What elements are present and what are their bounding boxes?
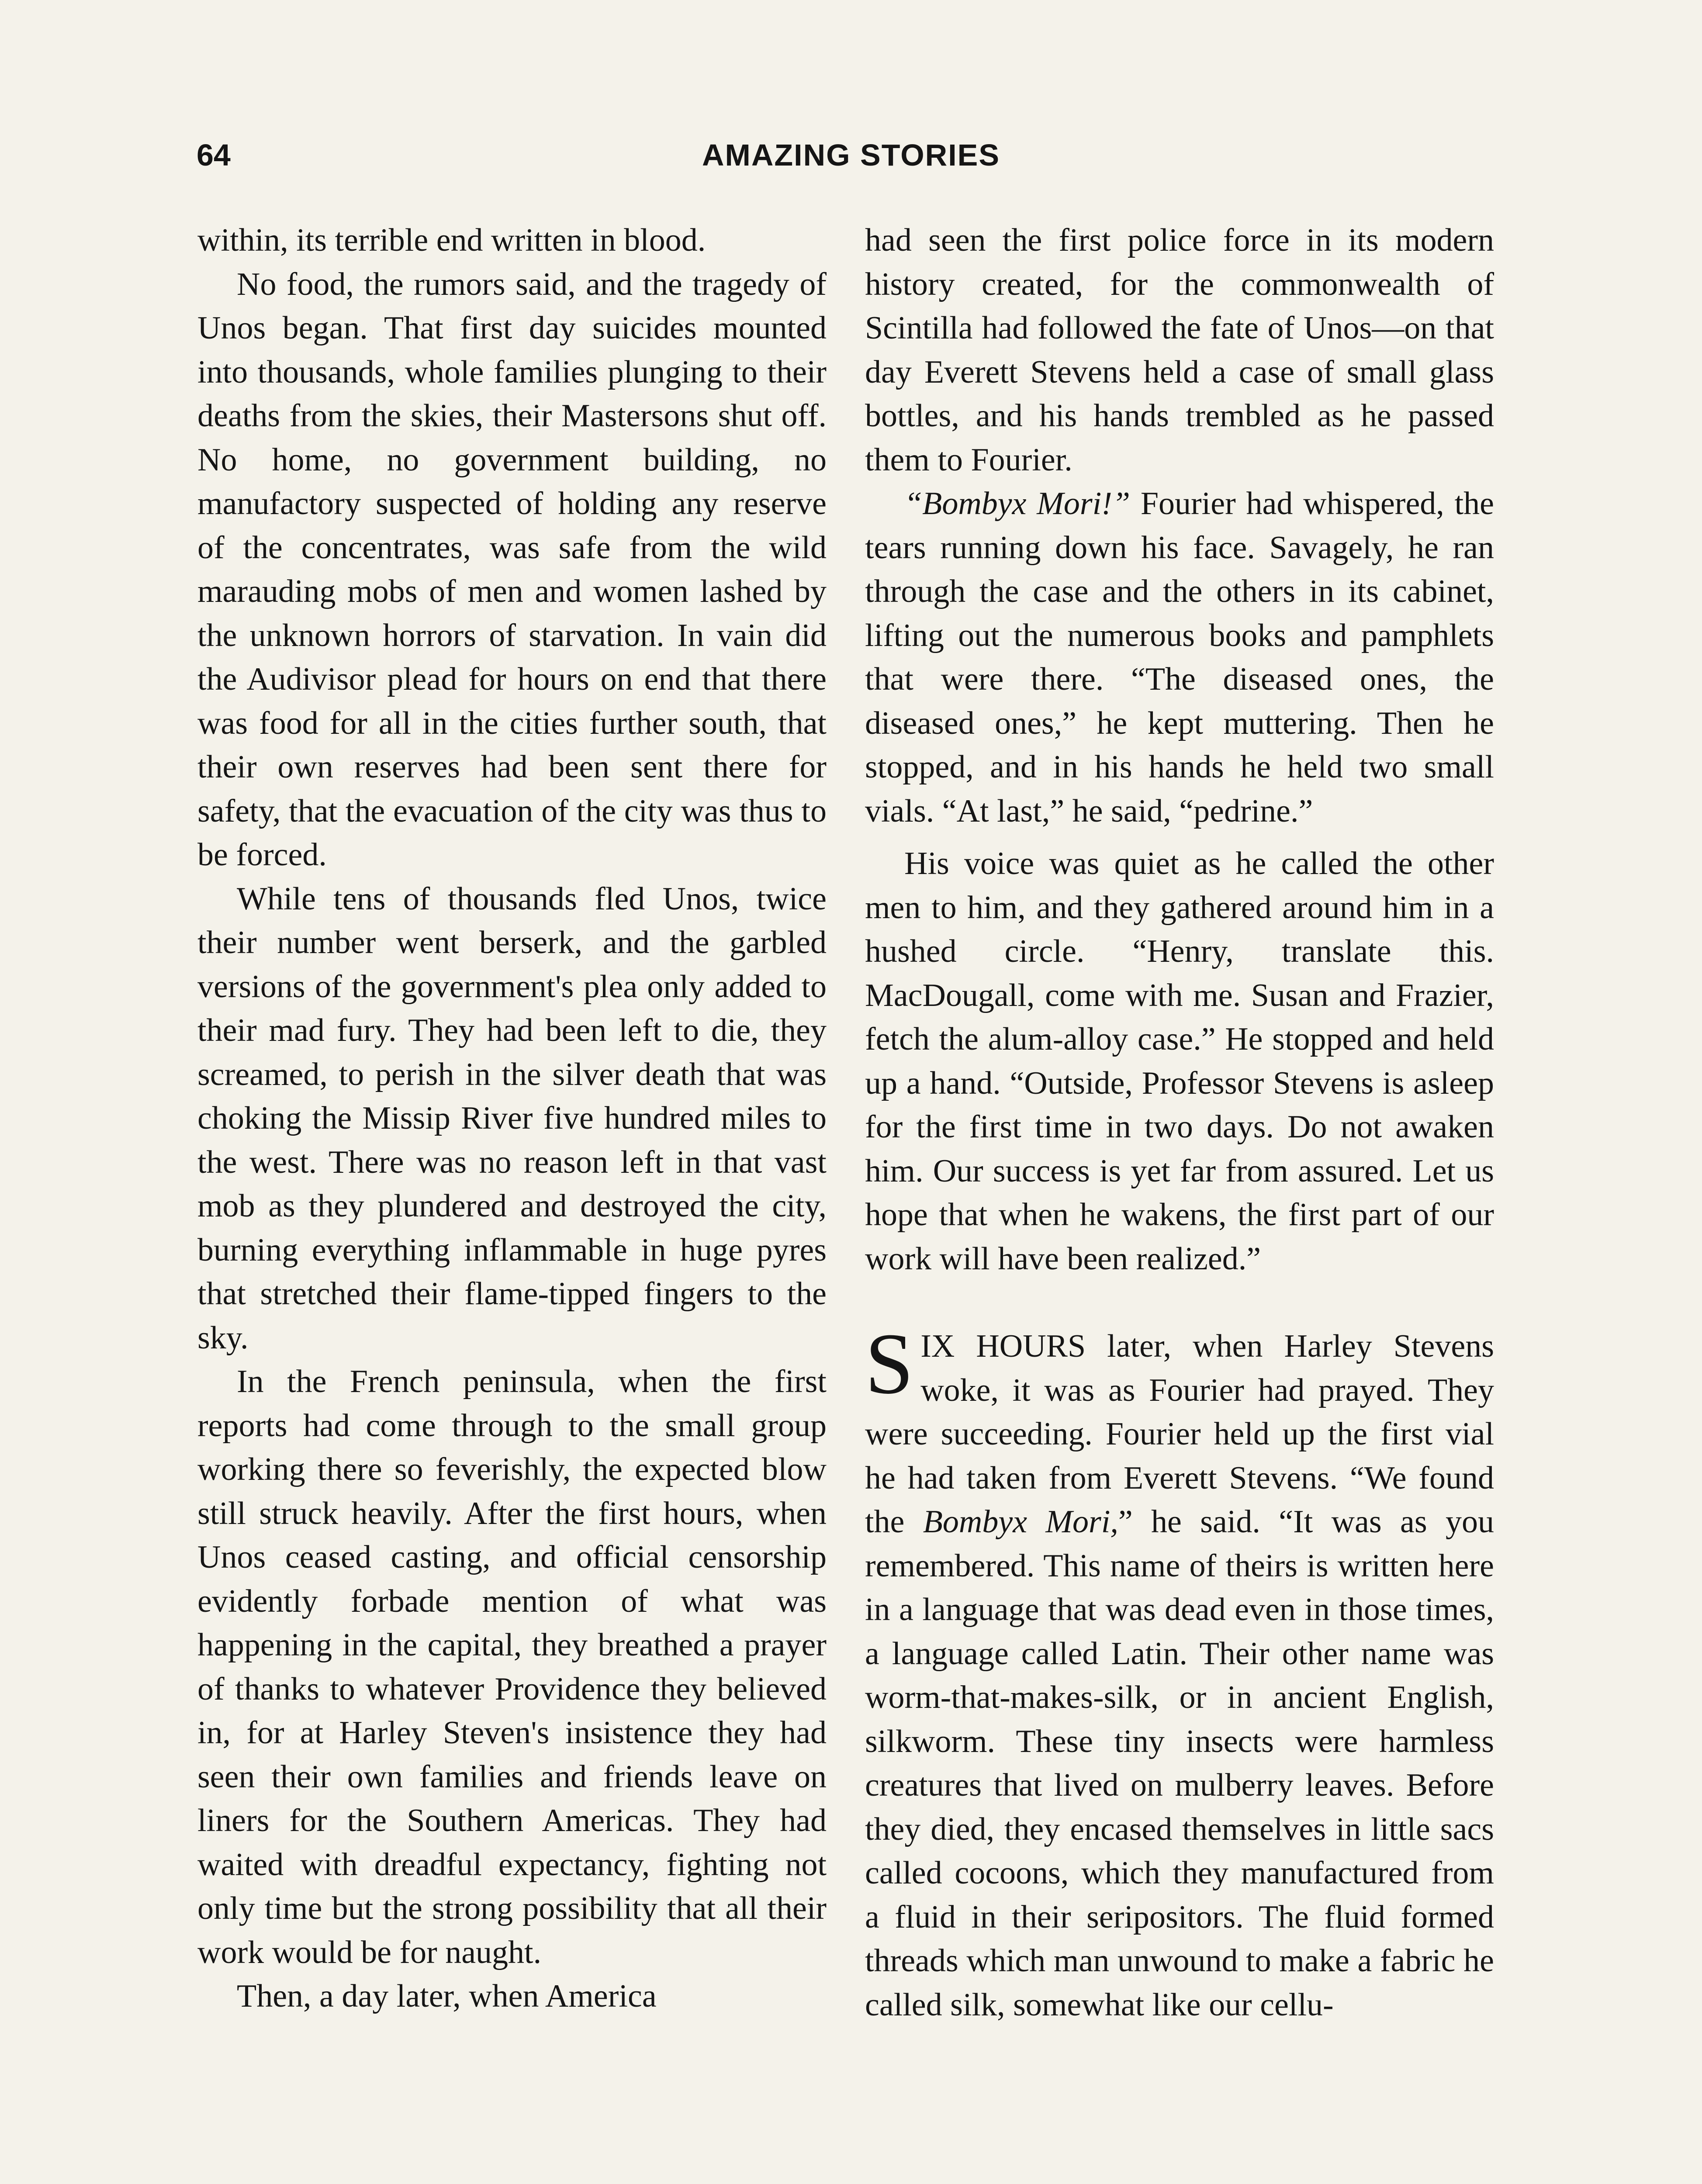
left-column <box>197 218 827 2018</box>
italic-phrase: “Bombyx Mori!” <box>904 486 1131 522</box>
section-opening-paragraph <box>865 1316 1494 2027</box>
paragraph: His voice was quiet as he called the other men to him, and they gathered around him in a hushed circle. “Henry, translate this. MacDougall, come with me. Susan and Frazier, fetch the alum-alloy case.” He stopped and held up a hand. “Outside, Professor Stevens is asleep for the first time in two days. Do not awaken him. Our success is yet far from assured. Let us hope that when he wakens, the first part of our work will have been realized.” <box>865 846 1494 1277</box>
paragraph <box>865 482 1494 833</box>
paragraph: within, its terrible end written in blood. <box>197 222 706 258</box>
magazine-title: AMAZING STORIES <box>702 138 1000 172</box>
page-number: 64 <box>197 138 231 172</box>
paragraph: While tens of thousands fled Unos, twice their number went berserk, and the garbled versions of the government's plea only added to their mad fury. They had been left to die, they screamed, to perish in the silver death that was choking the Missip River five hundred miles to the west. There was no reason left in that vast mob as they plundered and destroyed the city, burning everything inflammable in huge pyres that stretched their flame-tipped fingers to the sky. <box>197 881 827 1356</box>
right-column <box>865 218 1494 2027</box>
paragraph: had seen the first police force in its modern history created, for the commonwealth of Scintilla had followed the fate of Unos—on that day Everett Stevens held a case of small glass bottles, and his hands trembled as he passed them to Fourier. <box>865 222 1494 478</box>
running-head <box>197 133 1505 190</box>
paragraph-text: IX HOURS later, when Harley Stevens woke, it was as Fourier had prayed. They were succeeding. Fourier held up the first vial he had taken from Everett Stevens. “We found the <box>865 1328 1494 1540</box>
paragraph: In the French peninsula, when the first reports had come through to the small group working there so feverishly, the expected blow still struck heavily. After the first hours, when Unos ceased casting, and official censorship evidently forbade mention of what was happening in the capital, they breathed a prayer of thanks to whatever Providence they believed in, for at Harley Steven's insistence they had seen their own families and friends leave on liners for the Southern Americas. They had waited with dreadful expectancy, fighting not only time but the strong possibility that all their work would be for naught. <box>197 1364 827 1970</box>
italic-phrase: Bombyx Mori, <box>923 1504 1118 1540</box>
paragraph-text: Fourier had whispered, the tears running down his face. Savagely, he ran through the case and the others in its cabinet, lifting out the numerous books and pamphlets that were there. “The diseased ones, the diseased ones,” he kept muttering. Then he stopped, and in his hands he held two small vials. “At last,” he said, “pedrine.” <box>865 486 1494 829</box>
drop-cap: S <box>865 1316 914 1412</box>
paragraph: No food, the rumors said, and the tragedy of Unos began. That first day suicides mounted into thousands, whole families plunging to their deaths from the skies, their Mastersons shut off. No home, no government building, no manufactory suspected of holding any reserve of the concentrates, was safe from the wild marauding mobs of men and women lashed by the unknown horrors of starvation. In vain did the Audivisor plead for hours on end that there was food for all in the cities further south, that their own reserves had been sent there for safety, that the evacuation of the city was thus to be forced. <box>197 266 827 873</box>
paragraph-text: ” he said. “It was as you remembered. This name of theirs is written here in a language that was dead even in those times, a language called Latin. Their other name was worm-that-makes-silk, or in ancient English, silkworm. These tiny insects were harmless creatures that lived on mulberry leaves. Before they died, they encased themselves in little sacs called cocoons, which they manufactured from a fluid in their seripositors. The fluid formed threads which man unwound to make a fabric he called silk, somewhat like our cellu- <box>865 1504 1494 2023</box>
paragraph: Then, a day later, when America <box>237 1978 657 2014</box>
